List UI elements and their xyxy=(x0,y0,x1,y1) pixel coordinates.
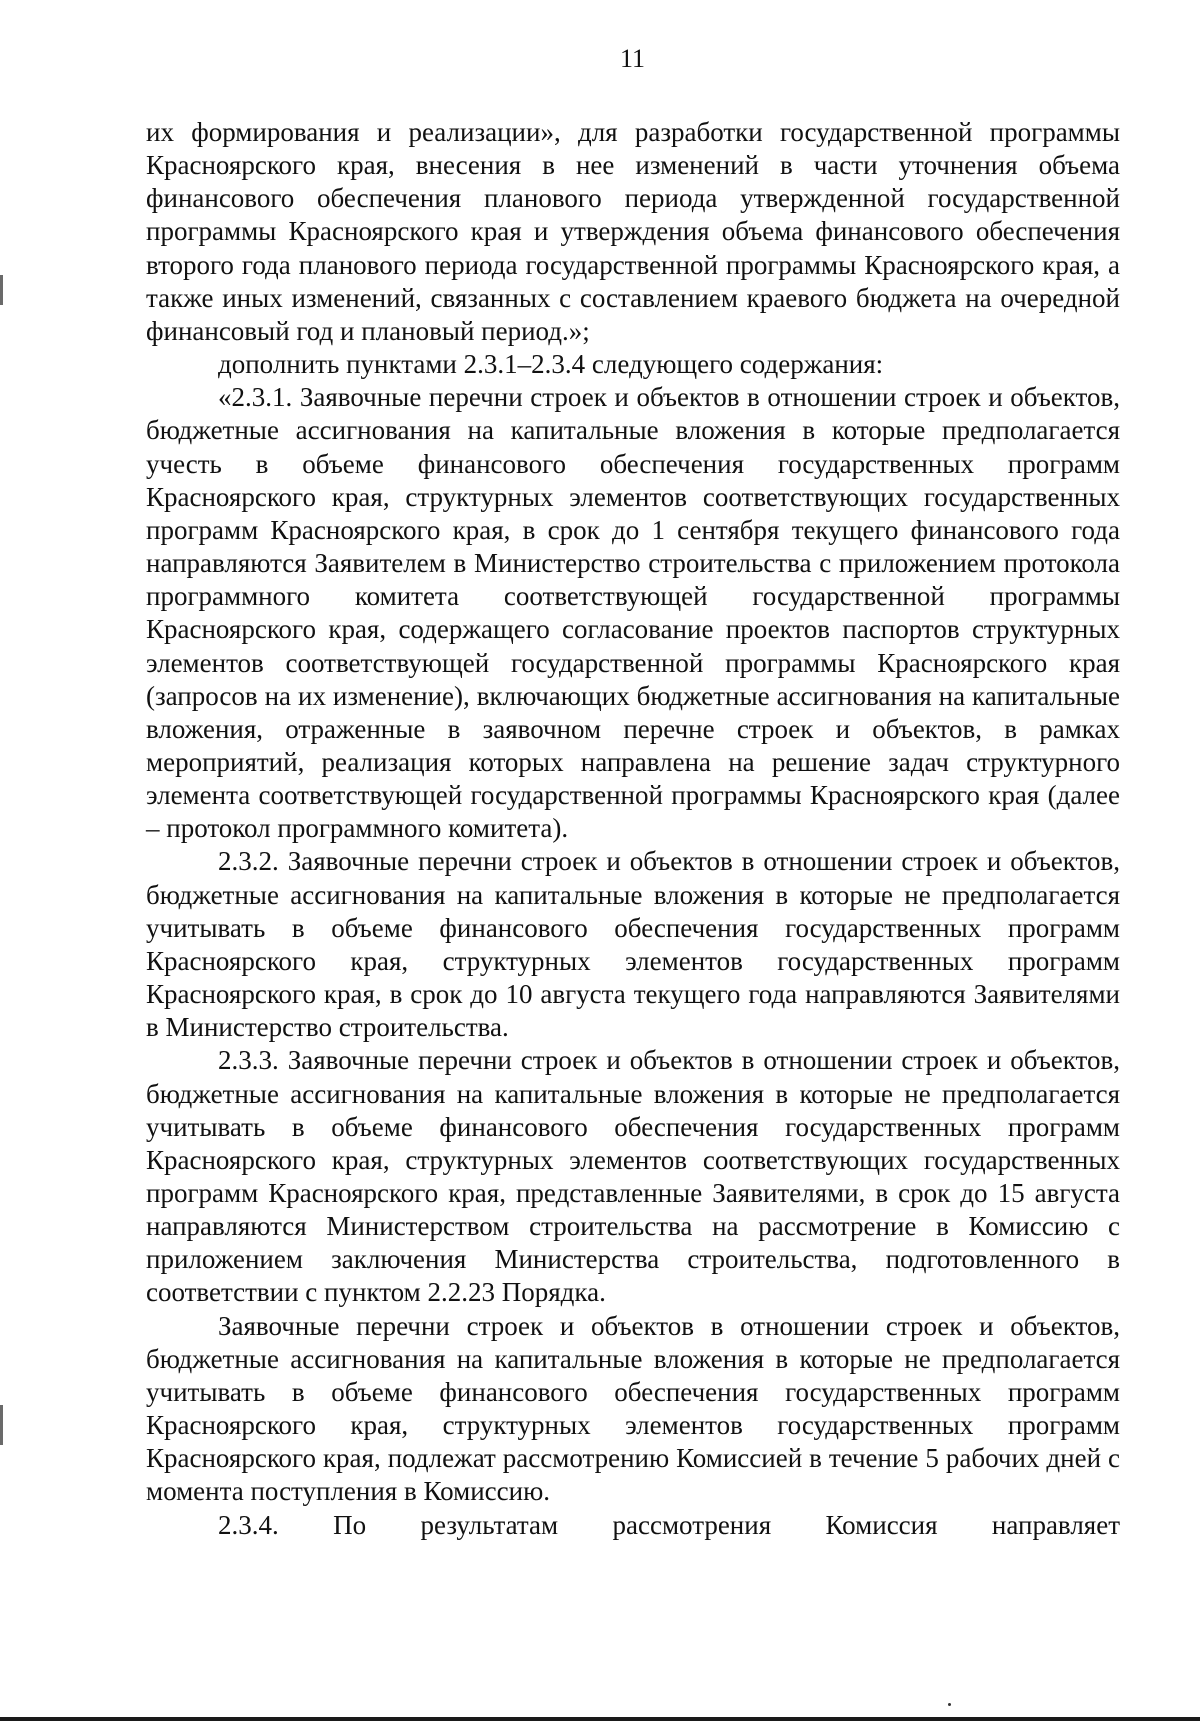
paragraph-amendment-intro: дополнить пунктами 2.3.1–2.3.4 следующего содержания: xyxy=(218,349,884,380)
paragraph-2-3-4: 2.3.4. По результатам рассмотрения Комиссия направляет xyxy=(218,1509,1120,1540)
scan-edge-mark xyxy=(0,1405,3,1445)
page-number: 11 xyxy=(619,44,646,73)
scan-edge-mark xyxy=(0,275,3,305)
paragraph-review-period: Заявочные перечни строек и объектов в отношении строек и объектов, бюджетные ассигнования на капитальные вложения в которые не предполагается учитывать в объеме финансового обеспечения государственных программ Красноярского края, структурных элементов государственных программ Красноярского края, подлежат рассмотрению Комиссией в течение 5 рабочих дней с момента поступления в Комиссию. xyxy=(146,1310,1120,1507)
document-body xyxy=(146,116,1120,1542)
paragraph-2-3-3: 2.3.3. Заявочные перечни строек и объектов в отношении строек и объектов, бюджетные ассигнования на капитальные вложения в которые не предполагается учитывать в объеме финансового обеспечения государственных программ Красноярского края, структурных элементов соответствующих государственных программ Красноярского края, представленные Заявителями, в срок до 15 августа направляются Министерством строительства на рассмотрение в Комиссию с приложением заключения Министерства строительства, подготовленного в соответствии с пунктом 2.2.23 Порядка. xyxy=(146,1045,1120,1308)
paragraph-2-3-2: 2.3.2. Заявочные перечни строек и объектов в отношении строек и объектов, бюджетные ассигнования на капитальные вложения в которые не предполагается учитывать в объеме финансового обеспечения государственных программ Красноярского края, структурных элементов государственных программ Красноярского края, в срок до 10 августа текущего года направляются Заявителями в Министерство строительства. xyxy=(146,846,1120,1043)
paragraph-continuation: их формирования и реализации», для разработки государственной программы Красноярского края, внесения в нее изменений в части уточнения объема финансового обеспечения планового периода утвержденной государственной программы Красноярского края и утверждения объема финансового обеспечения второго года планового периода государственной программы Красноярского края, а также иных изменений, связанных с составлением краевого бюджета на очередной финансовый год и плановый период.»; xyxy=(146,117,1120,346)
paragraph-2-3-1: «2.3.1. Заявочные перечни строек и объектов в отношении строек и объектов, бюджетные ассигнования на капитальные вложения в которые предполагается учесть в объеме финансового обеспечения государственных программ Красноярского края, структурных элементов соответствующих государственных программ Красноярского края, в срок до 1 сентября текущего финансового года направляются Заявителем в Министерство строительства с приложением протокола программного комитета соответствующей государственной программы Красноярского края, содержащего согласование проектов паспортов структурных элементов соответствующей государственной программы Красноярского края (запросов на их изменение), включающих бюджетные ассигнования на капитальные вложения, отраженные в заявочном перечне строек и объектов, в рамках мероприятий, реализация которых направлена на решение задач структурного элемента соответствующей государственной программы Красноярского края (далее – протокол программного комитета). xyxy=(146,382,1120,844)
scan-bottom-edge xyxy=(0,1717,1200,1721)
scan-speck xyxy=(948,1703,951,1706)
